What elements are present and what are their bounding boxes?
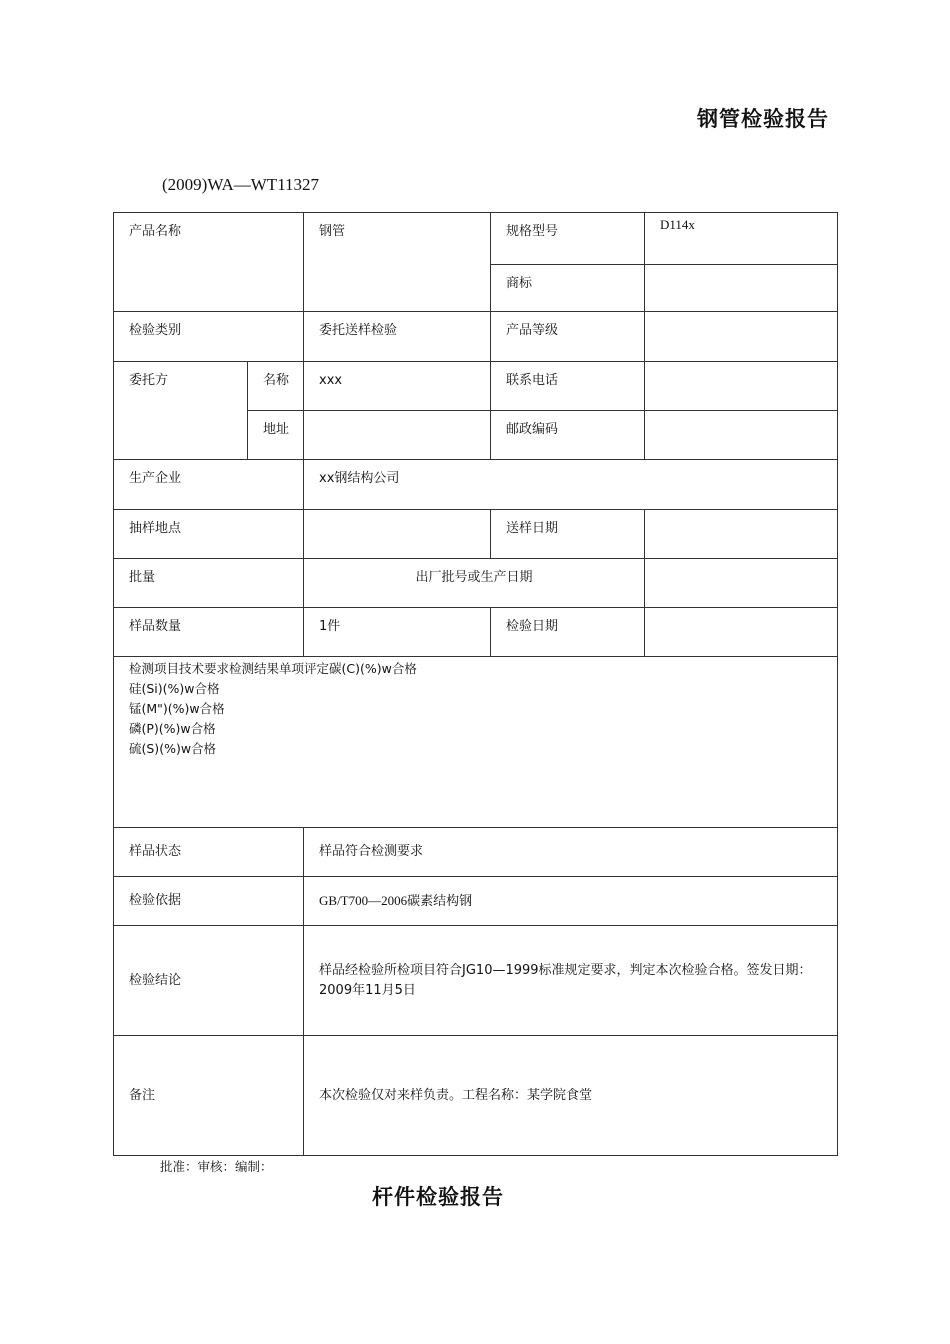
sample-qty-label: 样品数量 bbox=[114, 608, 304, 657]
batch-no-or-date-label: 出厂批号或生产日期 bbox=[304, 559, 645, 608]
test-items-cell bbox=[114, 657, 838, 828]
test-item-line: 硅(Si)(%)w合格 bbox=[129, 681, 220, 696]
basis-label: 检验依据 bbox=[114, 877, 304, 926]
test-item-line: 磷(P)(%)w合格 bbox=[129, 721, 216, 736]
postcode-label: 邮政编码 bbox=[491, 411, 645, 460]
report-title: 钢管检验报告 bbox=[697, 107, 829, 131]
sampling-place-label: 抽样地点 bbox=[114, 510, 304, 559]
basis-value: GB/T700—2006碳素结构钢 bbox=[304, 877, 838, 926]
phone-value bbox=[645, 362, 838, 411]
batch-label: 批量 bbox=[114, 559, 304, 608]
phone-label: 联系电话 bbox=[491, 362, 645, 411]
next-report-title: 杆件检验报告 bbox=[372, 1185, 504, 1209]
inspection-type-value: 委托送样检验 bbox=[304, 312, 491, 362]
test-item-line: 硫(S)(%)w合格 bbox=[129, 741, 217, 756]
postcode-value bbox=[645, 411, 838, 460]
delivery-date-label: 送样日期 bbox=[491, 510, 645, 559]
client-name-label: 名称 bbox=[248, 362, 304, 411]
batch-no-or-date-value bbox=[645, 559, 838, 608]
delivery-date-value bbox=[645, 510, 838, 559]
client-name-value: xxx bbox=[304, 362, 491, 411]
sample-state-label: 样品状态 bbox=[114, 828, 304, 877]
sampling-place-value bbox=[304, 510, 491, 559]
client-address-value bbox=[304, 411, 491, 460]
test-item-line: 锰(M")(%)w合格 bbox=[129, 701, 225, 716]
inspection-date-value bbox=[645, 608, 838, 657]
sample-state-value: 样品符合检测要求 bbox=[304, 828, 838, 877]
manufacturer-label: 生产企业 bbox=[114, 460, 304, 510]
product-grade-value bbox=[645, 312, 838, 362]
manufacturer-value: xx钢结构公司 bbox=[304, 460, 838, 510]
trademark-value bbox=[645, 265, 838, 312]
sample-qty-value: 1件 bbox=[304, 608, 491, 657]
inspection-type-label: 检验类别 bbox=[114, 312, 304, 362]
inspection-date-label: 检验日期 bbox=[491, 608, 645, 657]
remarks-label: 备注 bbox=[114, 1036, 304, 1156]
remarks-value: 本次检验仅对来样负责。工程名称：某学院食堂 bbox=[304, 1036, 838, 1156]
client-label: 委托方 bbox=[114, 362, 248, 460]
signature-line: 批准：审核：编制： bbox=[160, 1159, 273, 1174]
conclusion-label: 检验结论 bbox=[114, 926, 304, 1036]
report-table bbox=[113, 212, 838, 1156]
product-name-label: 产品名称 bbox=[114, 213, 304, 312]
product-grade-label: 产品等级 bbox=[491, 312, 645, 362]
conclusion-value: 样品经检验所检项目符合JG10—1999标准规定要求，判定本次检验合格。签发日期：2009年11月5日 bbox=[304, 926, 838, 1036]
spec-model-value: D114x bbox=[645, 213, 838, 265]
test-item-line: 检测项目技术要求检测结果单项评定碳(C)(%)w合格 bbox=[129, 661, 417, 676]
spec-model-label: 规格型号 bbox=[491, 213, 645, 265]
report-number: (2009)WA—WT11327 bbox=[162, 175, 320, 194]
client-address-label: 地址 bbox=[248, 411, 304, 460]
trademark-label: 商标 bbox=[491, 265, 645, 312]
product-name-value: 钢管 bbox=[304, 213, 491, 312]
